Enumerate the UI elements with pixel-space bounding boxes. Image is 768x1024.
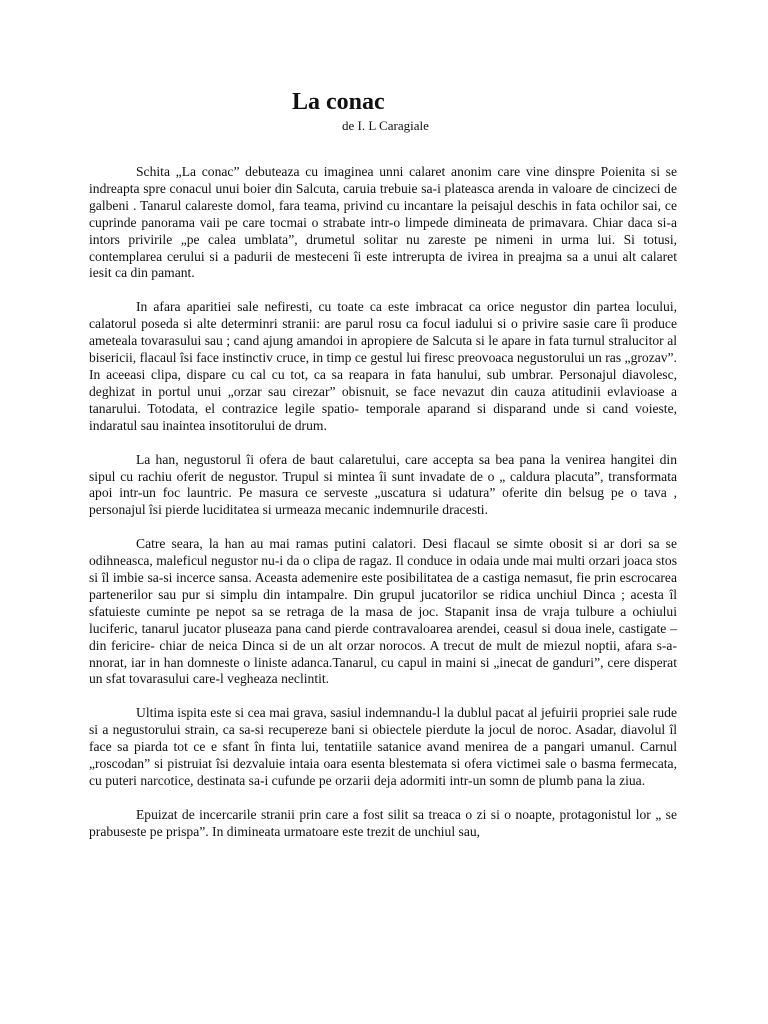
paragraph: Schita „La conac” debuteaza cu imaginea unni calaret anonim care vine dinspre Poienita si se indreapta spre conacul unui boier din Salcuta, caruia trebuie sa-i plateasca arenda in valoare de cincizeci de galbeni . Tanarul calareste domol, fara teama, privind cu incantare la peisajul deschis in fata ochilor sai, ce cuprinde panorama vaii pe care tocmai o strabate intr-o limpede dimineata de primavara. Chiar daca si-a intors privirile „pe calea umblata”, drumetul solitar nu zareste pe nimeni in urma lui. Si totusi, contemplarea cerului si a padurii de mesteceni îi este intrerupta de ivirea in preajma sa a unui alt calaret iesit ca din pamant. — [89, 164, 677, 281]
paragraph: La han, negustorul îi ofera de baut calaretului, care accepta sa bea pana la venirea hangitei din sipul cu rachiu oferit de negustor. Trupul si mintea îi sunt invadate de o „ caldura placuta”, transformata apoi intr-un foc launtric. Pe masura ce serveste „uscatura si udatura” oferite din belsug pe o tava , personajul îsi pierde luciditatea si urmeaza mecanic indemnurile dracesti. — [89, 451, 677, 518]
document-body — [89, 164, 677, 858]
document-byline: de I. L Caragiale — [342, 118, 429, 133]
document-title: La conac — [292, 89, 385, 115]
paragraph: Ultima ispita este si cea mai grava, sasiul indemnandu-l la dublul pacat al jefuirii propriei sale rude si a negustorului strain, ca sa-si recupereze bani si obiectele pierdute la jocul de noroc. Asadar, diavolul îl face sa piarda tot ce e sfant în finta lui, tentatiile satanice avand menirea de a pangari umanul. Carnul „roscodan” si pistruiat îsi dezvaluie intaia oara esenta blestemata si ofera victimei sale o basma fermecata, cu puteri narcotice, destinata sa-i cufunde pe orzarii deja adormiti intr-un somn de plumb pana la ziua. — [89, 705, 677, 788]
paragraph: Epuizat de incercarile stranii prin care a fost silit sa treaca o zi si o noapte, protagonistul lor „ se prabuseste pe prispa”. In dimineata urmatoare este trezit de unchiul sau, — [89, 806, 677, 839]
paragraph: Catre seara, la han au mai ramas putini calatori. Desi flacaul se simte obosit si ar dori sa se odihneasca, maleficul negustor nu-i da o clipa de ragaz. Il conduce in odaia unde mai multi orzari joaca stos si îl imbie sa-si incerce sansa. Aceasta ademenire este posibilitatea de a castiga nemasut, fie prin escrocarea partenerilor sau pur si simplu din intampalre. Din grupul jucatorilor se ridica unchiul Dinca ; acesta îl sfatuieste cuminte pe nepot sa se retraga de la masa de joc. Stapanit insa de vraja tulbure a ochiului luciferic, tanarul jucator pluseaza pana cand pierde contravaloarea arendei, ceasul si doua inele, castigate –din fericire- chiar de neica Dinca si de un alt orzar norocos. A trecut de mult de miezul noptii, afara s-a-nnorat, iar in han domneste o liniste adanca.Tanarul, cu capul in maini si „inecat de ganduri”, cere disperat un sfat tovarasului care-l vegheaza neclintit. — [89, 536, 677, 687]
paragraph: In afara aparitiei sale nefiresti, cu toate ca este imbracat ca orice negustor din partea locului, calatorul poseda si alte determinri stranii: are parul rosu ca focul iadului si o privire sasie care îi produce ameteala tovarasului sau ; cand ajung amandoi in apropiere de Salcuta si le apare in fata turnul stralucitor al bisericii, flacaul îsi face instinctiv cruce, in timp ce gestul lui firesc preovoaca negustorului un ras „grozav”. In aceeasi clipa, dispare cu cal cu tot, ca sa reapara in fata hanului, sub umbrar. Personajul diavolesc, deghizat in portul unui „orzar sau cirezar” obisnuit, se face nevazut din cauza atitudinii evlavioase a tanarului. Totodata, el contrazice legile spatio- temporale aparand si disparand unde si cand voieste, indaratul sau inaintea insotitorului de drum. — [89, 299, 677, 433]
